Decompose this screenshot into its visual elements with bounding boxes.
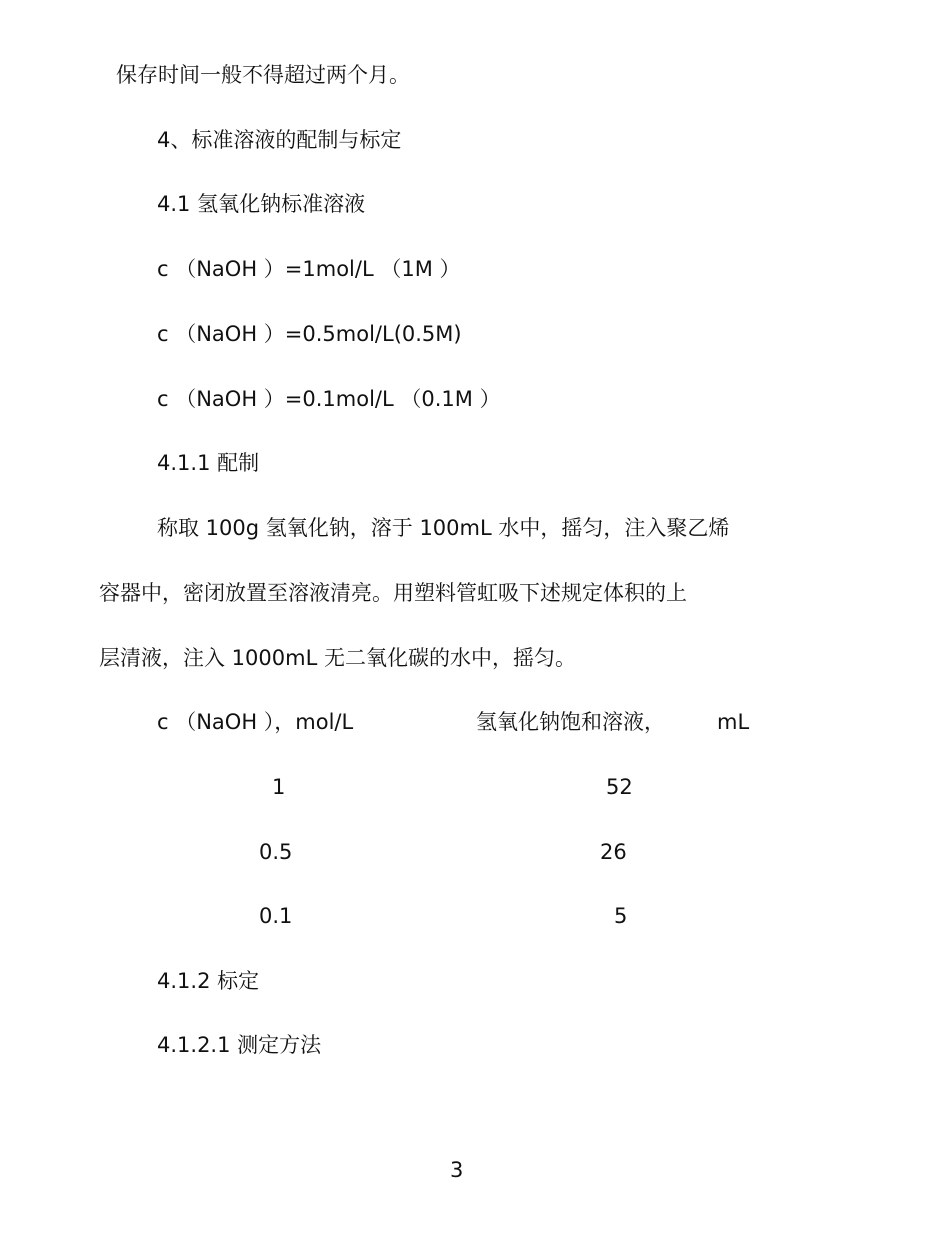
paragraph-line-3: 层清液，注入 1000mL 无二氧化碳的水中，摇匀。 [99,646,576,670]
table-row-3-concentration: 0.1 [259,904,293,928]
heading-4-1: 4.1 氢氧化钠标准溶液 [157,192,366,216]
table-row-1-concentration: 1 [272,775,286,799]
table-row-2-volume: 26 [600,840,627,864]
table-row-2-concentration: 0.5 [259,840,293,864]
table-header-concentration: c （NaOH ），mol/L [157,710,354,734]
heading-section-4: 4、标准溶液的配制与标定 [157,128,402,152]
concentration-1m: c （NaOH ）=1mol/L （1M ） [157,257,461,281]
table-row-1-volume: 52 [606,775,633,799]
concentration-0-1m: c （NaOH ）=0.1mol/L （0.1M ） [157,387,501,411]
heading-4-1-1: 4.1.1 配制 [157,451,260,475]
table-header-unit: mL [717,710,750,734]
paragraph-line-2: 容器中，密闭放置至溶液清亮。用塑料管虹吸下述规定体积的上 [99,581,687,605]
table-row-3-volume: 5 [614,904,628,928]
concentration-0-5m: c （NaOH ）=0.5mol/L(0.5M) [157,322,462,346]
text-line-storage: 保存时间一般不得超过两个月。 [116,63,410,87]
paragraph-line-1: 称取 100g 氢氧化钠，溶于 100mL 水中，摇匀，注入聚乙烯 [157,516,730,540]
page-number: 3 [450,1158,464,1182]
table-header-solution: 氢氧化钠饱和溶液， [476,710,665,734]
heading-4-1-2: 4.1.2 标定 [157,969,260,993]
heading-4-1-2-1: 4.1.2.1 测定方法 [157,1033,322,1057]
